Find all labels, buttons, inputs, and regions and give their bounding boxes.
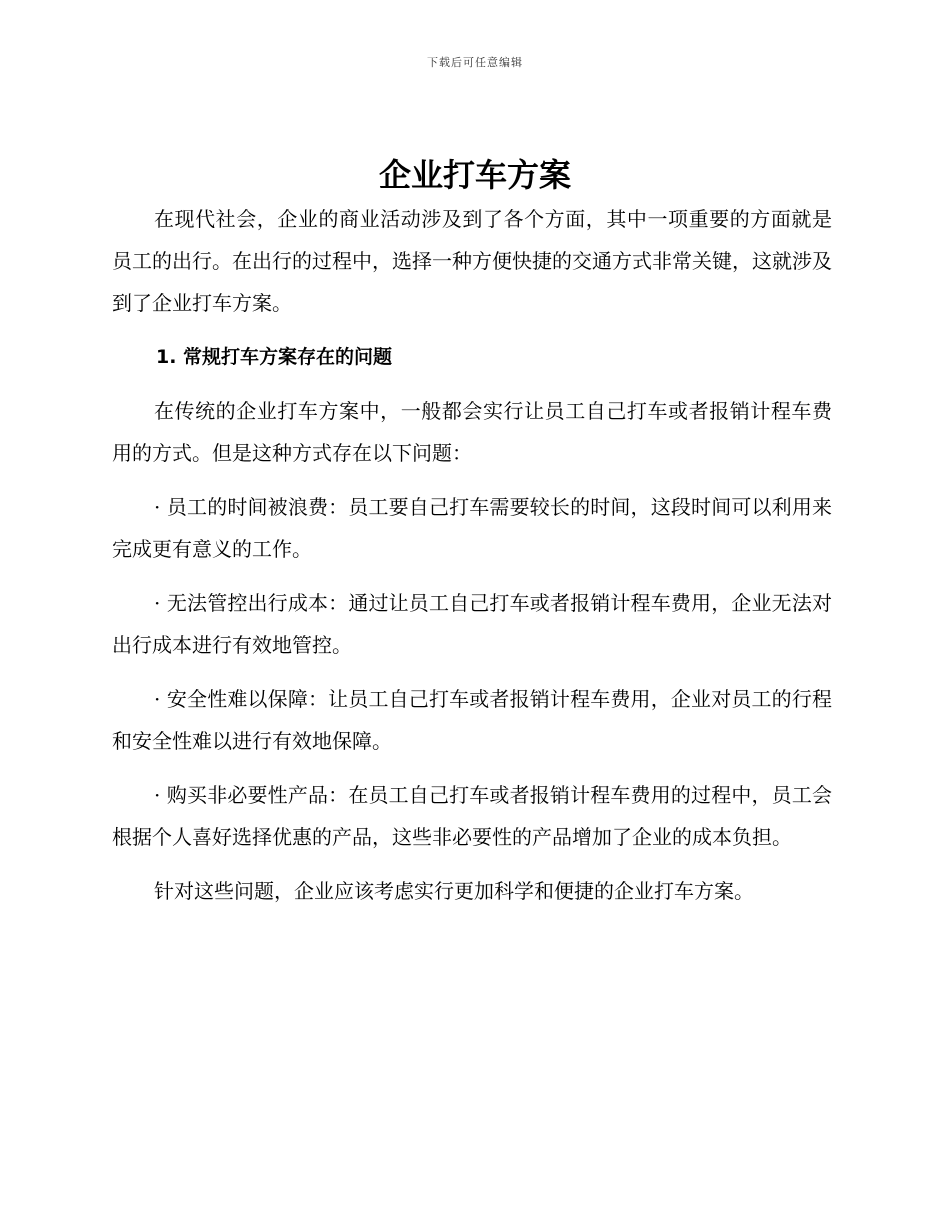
header-note: 下载后可任意编辑 [427, 56, 523, 69]
bullet-item-safety: · 安全性难以保障：让员工自己打车或者报销计程车费用，企业对员工的行程和安全性难以进行有效地保障。 [112, 687, 832, 753]
intro-paragraph: 在现代社会，企业的商业活动涉及到了各个方面，其中一项重要的方面就是员工的出行。在出行的过程中，选择一种方便快捷的交通方式非常关键，这就涉及到了企业打车方案。 [112, 207, 832, 315]
section-lead-paragraph: 在传统的企业打车方案中，一般都会实行让员工自己打车或者报销计程车费用的方式。但是这种方式存在以下问题： [112, 399, 832, 465]
conclusion-paragraph: 针对这些问题，企业应该考虑实行更加科学和便捷的企业打车方案。 [154, 879, 754, 903]
bullet-item-cost-control: · 无法管控出行成本：通过让员工自己打车或者报销计程车费用，企业无法对出行成本进行有效地管控。 [112, 591, 832, 657]
section-heading: 1. 常规打车方案存在的问题 [156, 346, 393, 368]
document-body [112, 198, 832, 924]
bullet-item-unnecessary-products: · 购买非必要性产品：在员工自己打车或者报销计程车费用的过程中，员工会根据个人喜好选择优惠的产品，这些非必要性的产品增加了企业的成本负担。 [112, 783, 832, 849]
document-title: 企业打车方案 [378, 156, 571, 194]
bullet-item-time-wasted: · 员工的时间被浪费：员工要自己打车需要较长的时间，这段时间可以利用来完成更有意义的工作。 [112, 495, 832, 561]
